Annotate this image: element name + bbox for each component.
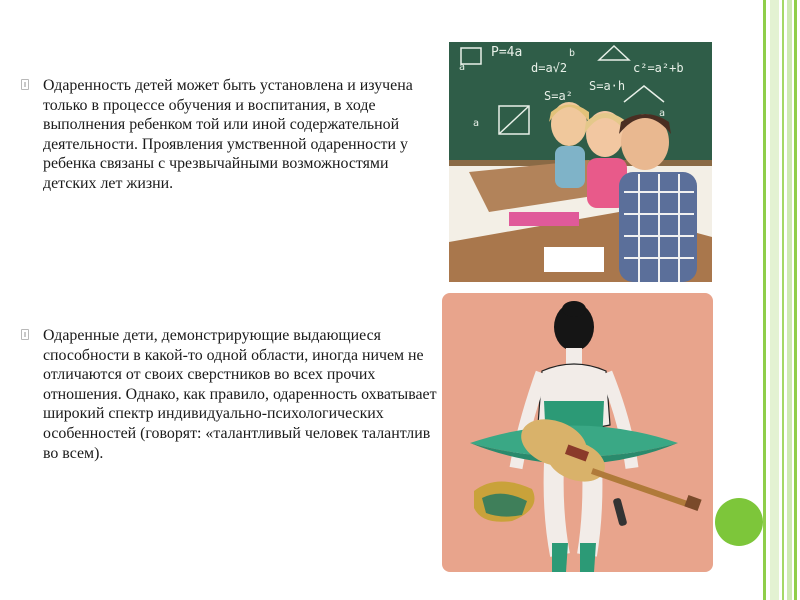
decorative-stripe bbox=[763, 0, 766, 600]
chalkboard-text: a bbox=[473, 118, 480, 129]
classroom-photo bbox=[449, 42, 712, 282]
decorative-stripe bbox=[770, 0, 779, 600]
chalkboard-text: c²=a²+b bbox=[633, 61, 684, 75]
chalkboard-text: a bbox=[459, 62, 466, 73]
chalkboard-text: a bbox=[659, 108, 666, 119]
chalkboard-text: S=a² bbox=[544, 89, 573, 103]
decorative-stripe bbox=[794, 0, 797, 600]
paragraph-giftedness-study bbox=[43, 76, 438, 194]
chalkboard-text: b bbox=[569, 48, 576, 59]
paragraph-text: Одаренность детей может быть установлена и изучена только в процессе обучения и воспитания, в ходе выполнения ребенком той или иной содержательной деятельности. Проявления умственной одаренности у ребенка связаны с чрезвычайными возможностями детских лет жизни. bbox=[43, 77, 413, 192]
decorative-stripe bbox=[782, 0, 784, 600]
ballerina-guitar-illustration bbox=[442, 293, 713, 572]
bullet-icon bbox=[21, 79, 29, 90]
chalkboard-text: S=a·h bbox=[589, 79, 626, 93]
paragraph-text: Одаренные дети, демонстрирующие выдающиеся способности в какой-то одной области, иногда ничем не отличаются от своих сверстников во всех прочих отношения. Однако, как правило, одаренность охватывает широкий спектр индивидуально-психологических особенностей (говорят: «талантливый человек талантлив во всем). bbox=[43, 327, 437, 462]
chalkboard-text: d=a√2 bbox=[531, 61, 568, 75]
bullet-icon bbox=[21, 329, 29, 340]
green-circle-decoration bbox=[715, 498, 763, 546]
decorative-stripe bbox=[787, 0, 792, 600]
chalkboard-text: P=4a bbox=[491, 45, 523, 60]
paragraph-gifted-children bbox=[43, 326, 438, 463]
